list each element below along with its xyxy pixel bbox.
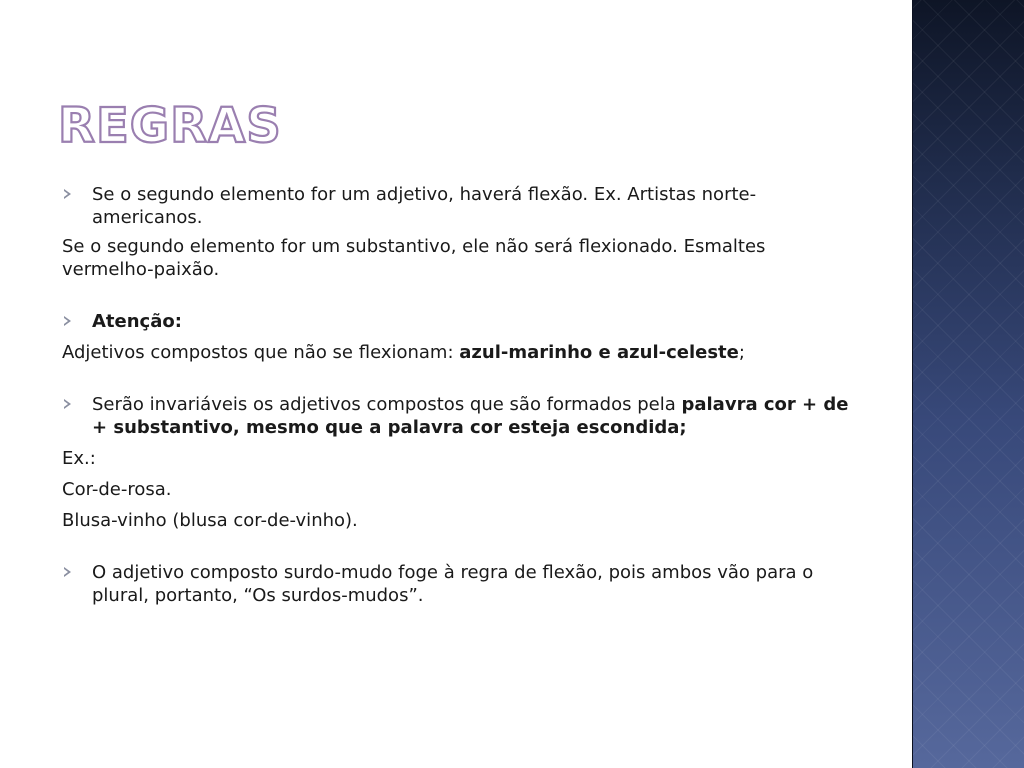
- bullet-text: Atenção:: [92, 311, 182, 332]
- arrow-bullet-icon: [64, 189, 71, 199]
- bullet-attention: [62, 310, 862, 333]
- paragraph-example-2: Blusa-vinho (blusa cor-de-vinho).: [62, 510, 358, 531]
- paragraph-example-1: Cor-de-rosa.: [62, 479, 172, 500]
- bullet-emphasis: palavra cor + de + substantivo, mesmo que a palavra cor esteja escondida;: [92, 394, 849, 438]
- paragraph-text: ;: [738, 342, 745, 363]
- paragraph-example-label: Ex.:: [62, 448, 96, 469]
- slide-body: [62, 183, 862, 607]
- bullet-adjective-rule: [62, 183, 862, 229]
- paragraph-substantive-rule: Se o segundo elemento for um substantivo, ele não será flexionado. Esmaltes vermelho-paixão.: [62, 236, 766, 280]
- arrow-bullet-icon: [64, 316, 71, 326]
- slide-title: REGRAS: [58, 98, 282, 154]
- bullet-surdo-mudo: [62, 561, 862, 607]
- decorative-side-band: [912, 0, 1024, 768]
- bullet-color-rule: [62, 393, 862, 439]
- paragraph-text: Adjetivos compostos que não se flexionam:: [62, 342, 460, 363]
- bullet-text: O adjetivo composto surdo-mudo foge à regra de flexão, pois ambos vão para o plural, portanto, “Os surdos-mudos”.: [92, 562, 814, 606]
- bullet-text: Se o segundo elemento for um adjetivo, haverá flexão. Ex. Artistas norte-americanos.: [92, 184, 757, 228]
- bullet-text: Serão invariáveis os adjetivos compostos que são formados pela: [92, 394, 682, 415]
- arrow-bullet-icon: [64, 567, 71, 577]
- arrow-bullet-icon: [64, 399, 71, 409]
- paragraph-invariable-adjectives: [62, 341, 862, 364]
- paragraph-emphasis: azul-marinho e azul-celeste: [459, 342, 739, 363]
